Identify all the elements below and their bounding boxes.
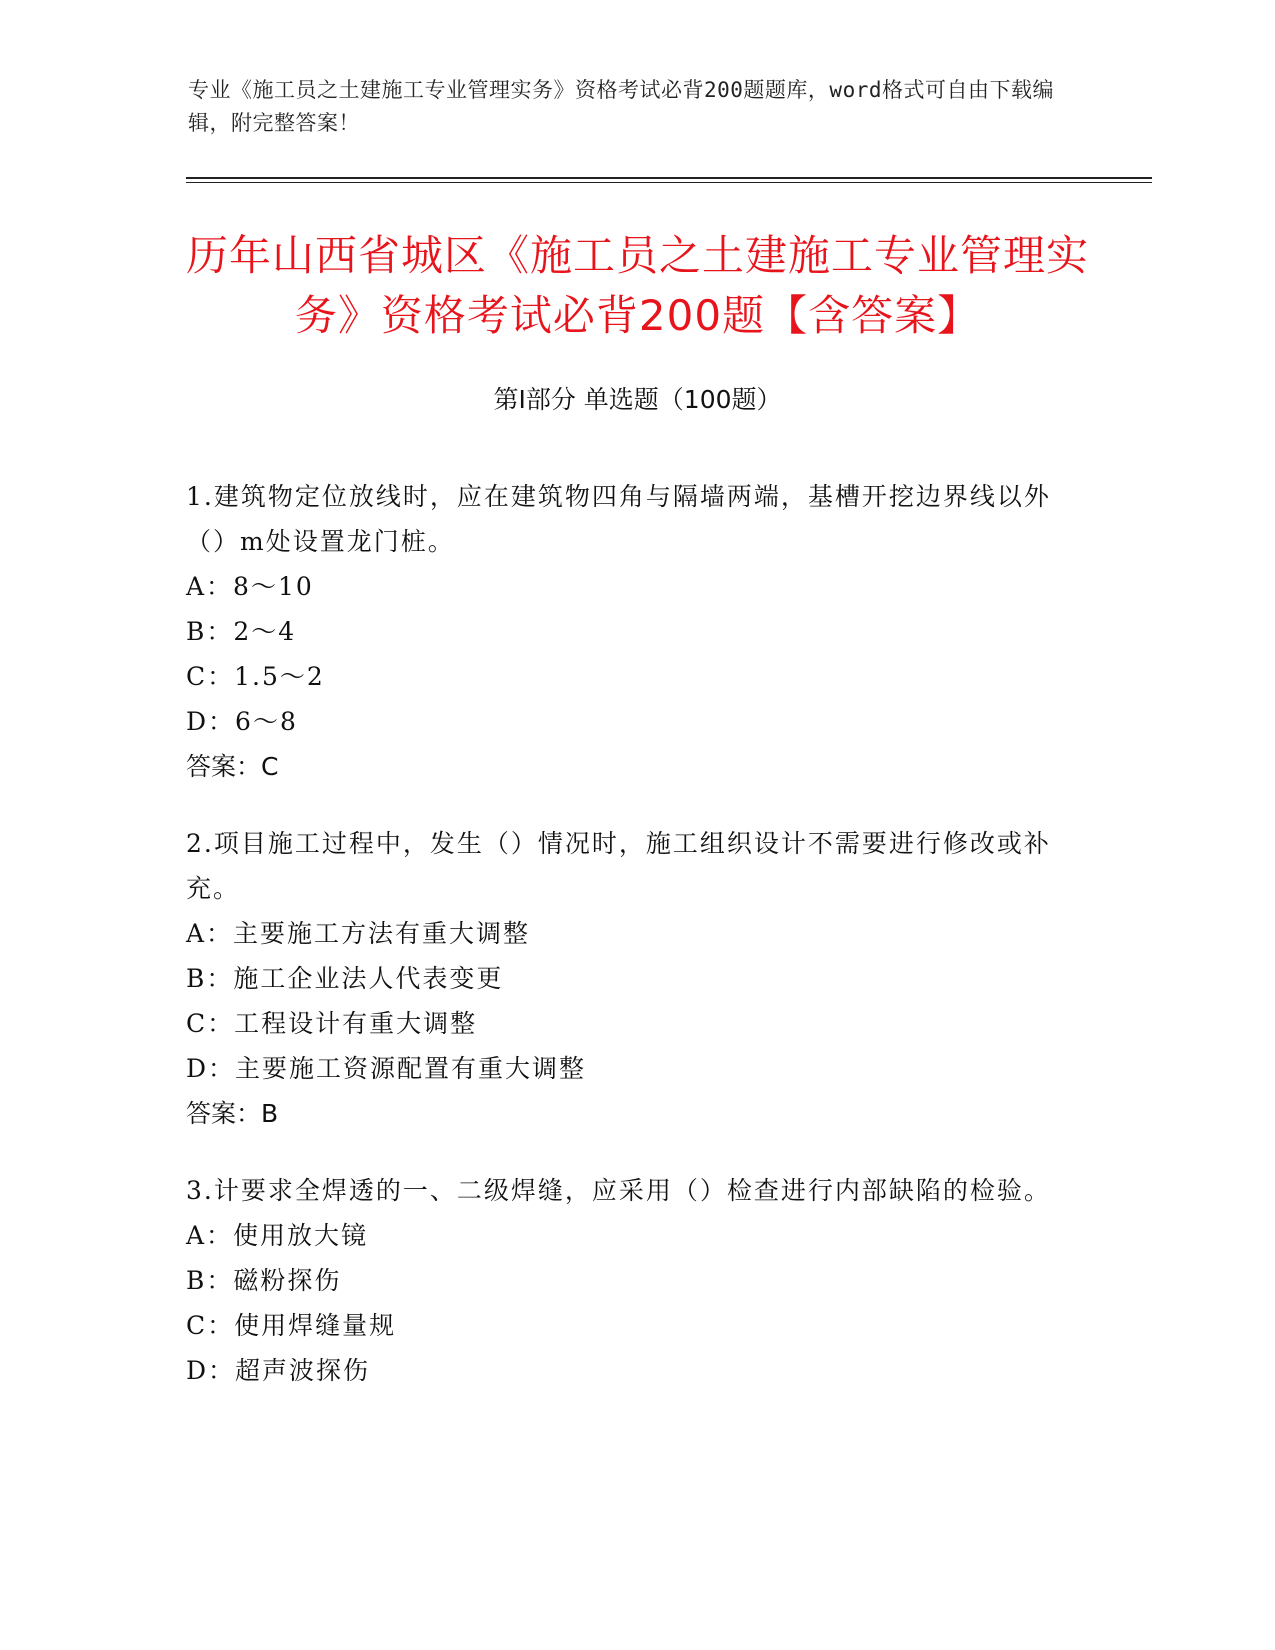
question-list xyxy=(186,474,1066,1425)
header-divider-thin xyxy=(186,182,1152,183)
question-stem: 1.建筑物定位放线时，应在建筑物四角与隔墙两端，基槽开挖边界线以外（）m处设置龙门桩。 xyxy=(186,482,1051,556)
option-b: B：2～4 xyxy=(186,617,297,646)
header-divider-thick xyxy=(186,177,1152,179)
question-1 xyxy=(186,474,1066,789)
option-d: D：主要施工资源配置有重大调整 xyxy=(186,1054,587,1083)
document-title: 历年山西省城区《施工员之土建施工专业管理实务》资格考试必背200题【含答案】 xyxy=(185,231,1089,340)
question-stem: 2.项目施工过程中，发生（）情况时，施工组织设计不需要进行修改或补充。 xyxy=(186,829,1051,903)
option-d: D：6～8 xyxy=(186,707,298,736)
answer: 答案：B xyxy=(186,1099,279,1128)
question-stem: 3.计要求全焊透的一、二级焊缝，应采用（）检查进行内部缺陷的检验。 xyxy=(186,1176,1051,1205)
option-d: D：超声波探伤 xyxy=(186,1356,371,1385)
option-b: B：磁粉探伤 xyxy=(186,1266,342,1295)
option-a: A：使用放大镜 xyxy=(186,1221,369,1250)
option-c: C：使用焊缝量规 xyxy=(186,1311,397,1340)
header-note: 专业《施工员之土建施工专业管理实务》资格考试必背200题题库，word格式可自由下载编辑，附完整答案！ xyxy=(188,78,1054,135)
section-title: 第Ⅰ部分 单选题（100题） xyxy=(493,385,782,414)
option-c: C：1.5～2 xyxy=(186,662,325,691)
option-b: B：施工企业法人代表变更 xyxy=(186,964,504,993)
question-2 xyxy=(186,821,1066,1136)
question-3 xyxy=(186,1168,1066,1393)
option-a: A：主要施工方法有重大调整 xyxy=(186,919,531,948)
option-a: A：8～10 xyxy=(186,572,314,601)
option-c: C：工程设计有重大调整 xyxy=(186,1009,478,1038)
answer: 答案：C xyxy=(186,752,279,781)
